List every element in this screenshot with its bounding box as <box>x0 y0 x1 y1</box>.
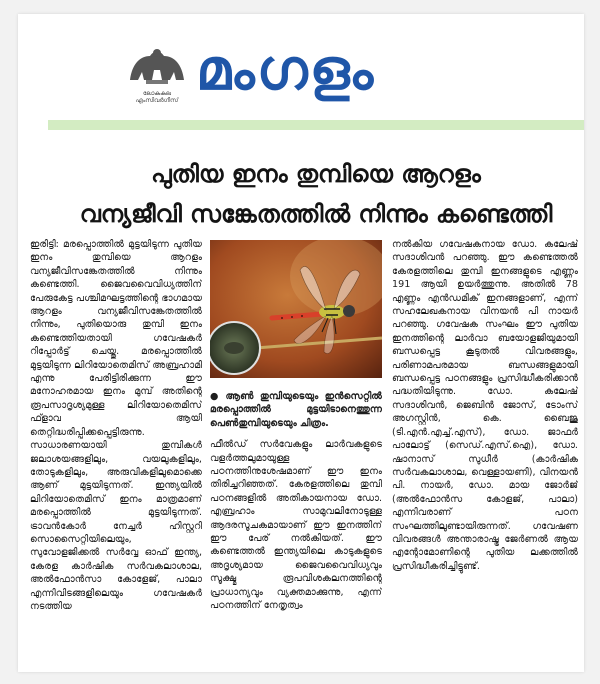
column-3-text: നൽകിയ ഗവേഷകനായ ഡോ. കലേഷ് സദാശിവൻ പറഞ്ഞു. ഈ കണ്ടെത്തൽ കേരളത്തിലെ തുമ്പി ഇനങ്ങളുടെ എണ്ണം 191 ആയി ഉയർത്തുന്നു. അതിൽ 78 എണ്ണം എൻഡമിക് ഇനങ്ങളാണ്, എന്ന് സഹലേഖകനായ വിനയൻ പി നായർ പറഞ്ഞു. ഗവേഷക സംഘം ഈ പുതിയ ഇനത്തിന്റെ ലാർവാ ബയോളജിയുമായി ബന്ധപ്പെട്ട കൂടുതൽ വിവരങ്ങളും, പരിണാമപരമായ ബന്ധങ്ങളുമായി ബന്ധപ്പെട്ട പഠനങ്ങളും പ്രസിദ്ധീകരിക്കാൻ പദ്ധതിയിടുന്നു. ഡോ. കലേഷ് സദാശിവൻ, ജെബിൻ ജോസ്, ടോംസ് അഗസ്റ്റിൻ, കെ. ബൈജു (ടി.എൻ.എച്ച്.എസ്), ഡോ. ജാഫർ പാലോട്ട് (സെഡ്.എസ്.ഐ), ഡോ. ഷാനാസ് സുധീർ (കാർഷിക സർവകലാശാല, വെള്ളായണി), വിനയൻ പി. നായർ, ഡോ. മായ ജോർജ് (അൽഫോൻസ കോളജ്, പാലാ) എന്നിവരാണ് പഠന സംഘത്തിലുണ്ടായിരുന്നത്. ഗവേഷണ വിവരങ്ങൾ അന്താരാഷ്ട്ര ജേർണൽ ആയ എന്റോമോണിന്റെ പുതിയ ലക്കത്തിൽ പ്രസിദ്ധീകരിച്ചിട്ടുണ്ട്. <box>392 239 578 572</box>
headline-line-2: വന്യജീവി സങ്കേതത്തിൽ നിന്നും കണ്ടെത്തി <box>79 200 553 228</box>
column-2-text: ഫീൽഡ് സർവേകളും ലാർവകളുടെ വളർത്തലുമായുള്ള പഠനത്തിനുശേഷമാണ് ഈ ഇനം തിരിച്ചറിഞ്ഞത്. കേരളത്തിലെ തുമ്പി പഠനങ്ങളിൽ അതികായനായ ഡോ. എബ്രഹാം സാമുവലിനോടുള്ള ആദരസൂചകമായാണ് ഈ ഇനത്തിന് ഈ പേര് നൽകിയത്. ഈ കണ്ടെത്തൽ ഇന്ത്യയിലെ കാടുകളുടെ അദൃശ്യമായ ജൈവവൈവിധ്യവും സൂക്ഷ്മ രൂപവിശകലനത്തിന്റെ പ്രാധാന്യവും വ്യക്തമാക്കുന്നു, എന്ന് പഠനത്തിന് നേതൃത്വം <box>210 439 382 612</box>
newspaper-clipping <box>18 14 584 672</box>
photo-caption-text: ആൺ തുമ്പിയുടെയും ഇൻസെറ്റിൽ മരപ്പൊത്തിൽ മുട്ടയിടാനെത്തുന്ന പെൺതുമ്പിയുടെയും ചിത്രം. <box>210 391 382 429</box>
emblem-caption: ലോകകല എംസിവർഗീസ് <box>135 90 179 104</box>
column-1-text: ഇരിട്ടി: മരപ്പൊത്തിൽ മുട്ടയിടുന്ന പുതിയ ഇനം തുമ്പിയെ ആറളം വന്യജീവിസങ്കേതത്തിൽ നിന്നും കണ്ടെത്തി. ജൈവവൈവിധ്യത്തിന് പേരുകേട്ട പശ്ചിമഘട്ടത്തിന്റെ ഭാഗമായ ആറളം വന്യജീവിസങ്കേതത്തിൽ നിന്നും, പുതിയൊരു തുമ്പി ഇനം കണ്ടെത്തിയതായി ഗവേഷകർ റിപ്പോർട്ട് ചെയ്തു. മരപ്പൊത്തിൽ മുട്ടയിടുന്ന ലിറിയോതെമിസ് അബ്രഹാമി എന്നു പേരിട്ടിരിക്കുന്ന ഈ മനോഹരമായ ഇനം മുമ്പ് അതിന്റെ രൂപസാദൃശ്യമുള്ള ലിറിയോതെമിസ് ഫ്ളാവ ആയി തെറ്റിദ്ധരിപ്പിക്കപ്പെട്ടിരുന്നു. സാധാരണയായി തുമ്പികൾ ജലാശയങ്ങളിലും, വയലുകളിലും, തോടുകളിലും, അരുവികളിലുമൊക്കെ ആണ് മുട്ടയിടുന്നത്. ഇന്ത്യയിൽ ലിറിയോതെമിസ് ഇനം മാത്രമാണ് മരപ്പൊത്തിൽ മുട്ടയിടുന്നത്. ട്രാവൻകോർ നേച്ചർ ഹിസ്റ്ററി സൊസൈറ്റിയിലെയും, സുവോളജിക്കൽ സർവ്വേ ഓഫ് ഇന്ത്യ, കേരള കാർഷിക സർവകലാശാല, അൽഫോൻസാ കോളേജ്, പാലാ എന്നിവിടങ്ങളിലെയും ഗവേഷകർ നടത്തിയ <box>30 239 202 612</box>
article-body <box>30 238 584 668</box>
article-column-1 <box>30 238 202 662</box>
masthead <box>18 14 584 114</box>
headline-line-1: പുതിയ ഇനം തുമ്പിയെ ആറളം <box>151 160 481 188</box>
article-headline <box>48 154 584 234</box>
photo-caption <box>210 390 382 430</box>
article-column-2 <box>210 390 382 662</box>
newspaper-brand-title: മംഗളം <box>196 38 376 103</box>
emblem-logo <box>126 40 188 110</box>
bullet-icon: ● <box>210 391 222 402</box>
elephant-emblem-icon <box>126 40 188 88</box>
accent-bar <box>48 120 584 130</box>
article-column-3 <box>392 238 578 662</box>
dragonfly-photo <box>210 240 382 378</box>
